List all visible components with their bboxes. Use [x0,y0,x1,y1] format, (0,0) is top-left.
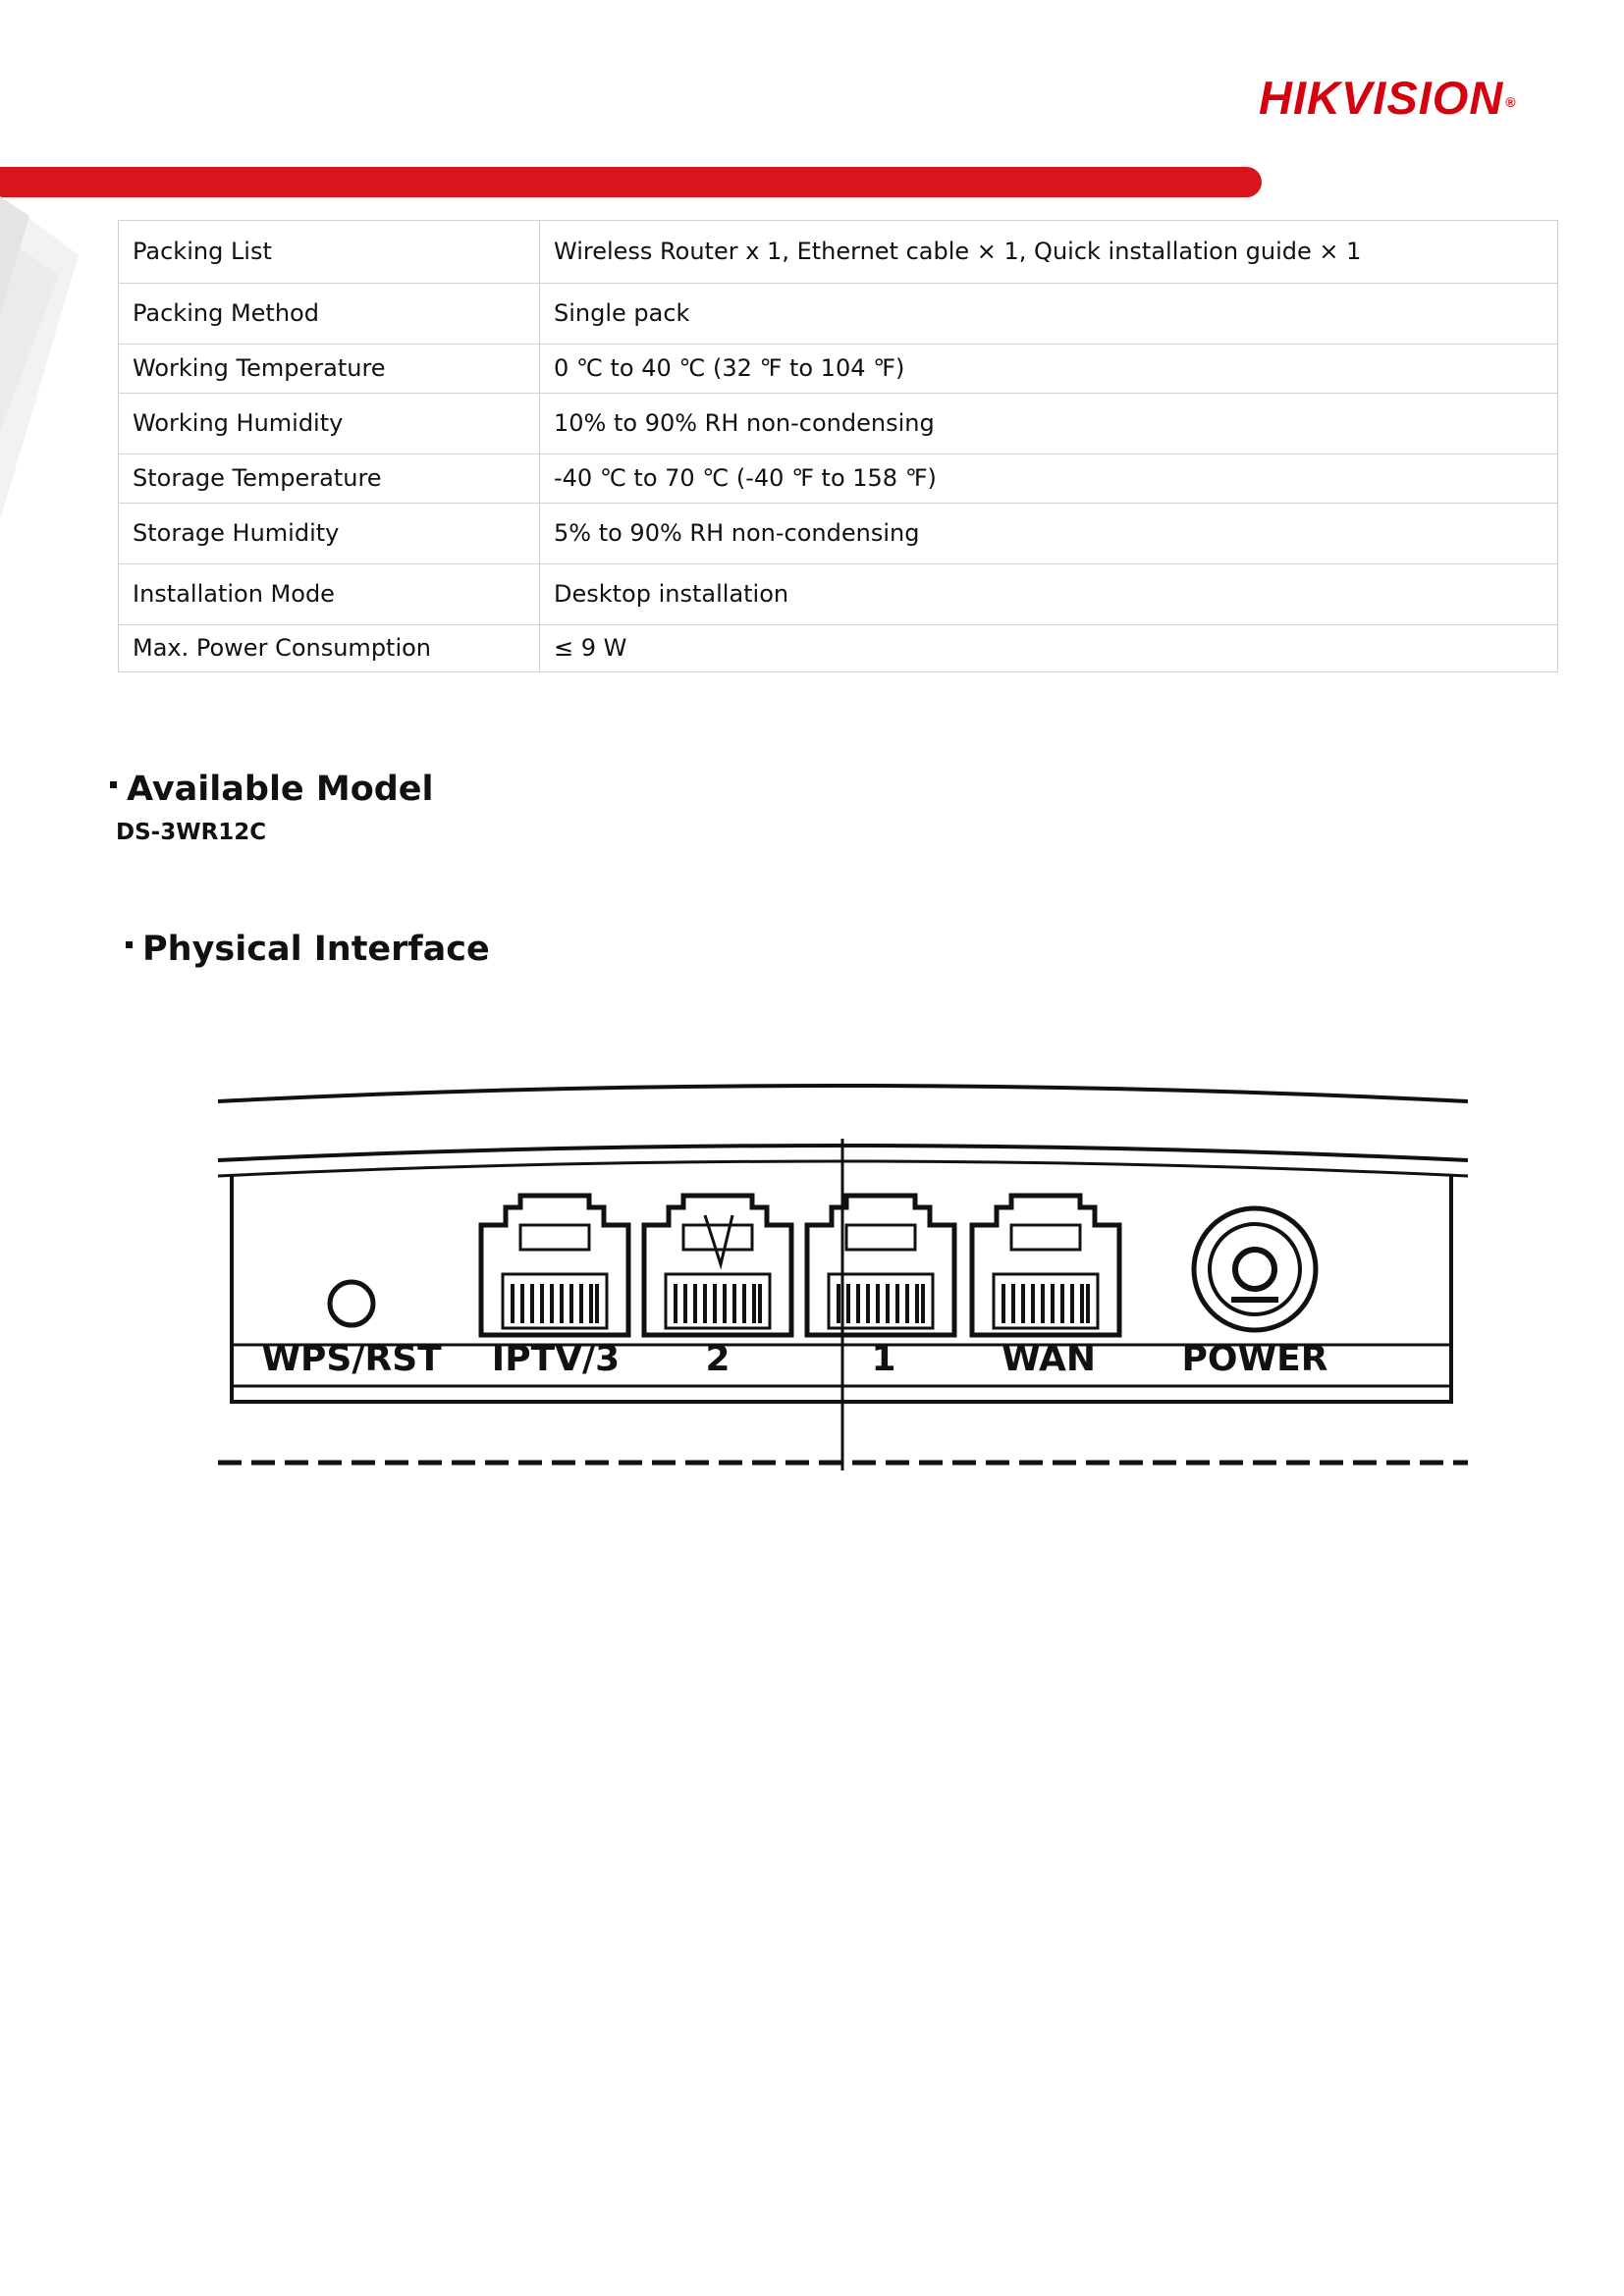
spec-label: Installation Mode [119,564,540,625]
table-row [119,504,1558,564]
table-row [119,625,1558,672]
ethernet-port-icon [481,1196,628,1335]
decorative-watermark [0,196,88,520]
brand-logo [1259,72,1563,124]
table-row [119,394,1558,454]
physical-interface-title: Physical Interface [142,930,490,969]
available-model-title: Available Model [127,770,434,809]
model-number: DS-3WR12C [116,820,267,845]
brand-name: HIKVISION [1259,72,1504,124]
ethernet-port-icon [644,1196,791,1335]
spec-label: Storage Humidity [119,504,540,564]
spec-label: Packing List [119,221,540,284]
table-row [119,564,1558,625]
port-label-wps-rst: WPS/RST [261,1339,442,1379]
table-row [119,345,1558,394]
power-jack-icon [1194,1208,1316,1330]
physical-interface-heading [126,930,490,969]
table-row [119,221,1558,284]
spec-value: 0 ℃ to 40 ℃ (32 ℉ to 104 ℉) [540,345,1558,394]
table-row [119,454,1558,504]
spec-value: Single pack [540,284,1558,345]
ethernet-port-icon [807,1196,954,1335]
spec-value: ≤ 9 W [540,625,1558,672]
port-label-2: 2 [705,1339,731,1379]
specification-table [118,220,1558,672]
router-rear-panel-diagram [0,1070,1624,1482]
wps-reset-button-icon [330,1282,373,1325]
port-label-power: POWER [1181,1339,1328,1379]
ethernet-port-icon [972,1196,1119,1335]
spec-label: Working Temperature [119,345,540,394]
bullet-icon [110,781,117,788]
spec-value: 10% to 90% RH non-condensing [540,394,1558,454]
port-label-wan: WAN [1001,1339,1097,1379]
spec-label: Storage Temperature [119,454,540,504]
port-label-1: 1 [871,1339,896,1379]
spec-value: -40 ℃ to 70 ℃ (-40 ℉ to 158 ℉) [540,454,1558,504]
port-label-iptv3: IPTV/3 [491,1339,621,1379]
spec-label: Packing Method [119,284,540,345]
table-row [119,284,1558,345]
spec-value: 5% to 90% RH non-condensing [540,504,1558,564]
header-accent-bar [0,167,1262,197]
registered-mark: ® [1505,94,1517,110]
available-model-heading [110,770,434,809]
spec-label: Max. Power Consumption [119,625,540,672]
bullet-icon [126,941,133,948]
spec-value: Wireless Router x 1, Ethernet cable × 1, Quick installation guide × 1 [540,221,1558,284]
spec-label: Working Humidity [119,394,540,454]
spec-value: Desktop installation [540,564,1558,625]
